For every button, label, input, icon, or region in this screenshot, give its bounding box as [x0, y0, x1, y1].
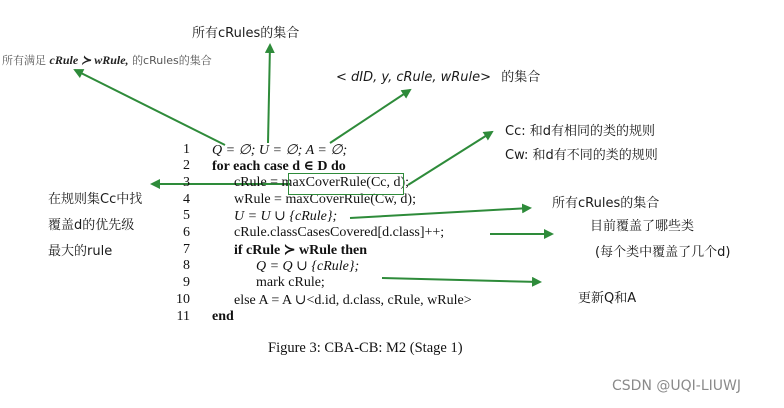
arrow-u-to-all-crules [268, 45, 270, 143]
line-number: 3 [183, 175, 190, 190]
code-line-4: wRule = maxCoverRule(Cw, d); [234, 192, 416, 207]
annotation-cw-definition: Cw: 和d有不同的类的规则 [505, 148, 658, 163]
annotation-satisfy [2, 52, 212, 68]
annotation-covered-classes-1: 目前覆盖了哪些类 [590, 219, 695, 234]
algorithm-block [168, 142, 528, 342]
arrow-a-to-tuple-set [330, 90, 410, 143]
code-line-7: if cRule ≻ wRule then [234, 243, 368, 258]
annotation-satisfy-prefix: 所有满足 [2, 54, 46, 67]
line-number: 9 [183, 275, 190, 290]
code-line-3: cRule = maxCoverRule(Cc, d); [234, 175, 410, 190]
annotation-find-rule-3: 最大的rule [48, 244, 113, 259]
code-line-5: U = U ∪ {cRule}; [234, 209, 338, 224]
annotation-satisfy-suffix: 的cRules的集合 [132, 54, 212, 67]
line-number: 2 [183, 158, 190, 173]
annotation-tuple-set-suffix: 的集合 [501, 70, 541, 85]
annotation-covered-classes-2: (每个类中覆盖了几个d) [595, 245, 731, 260]
annotation-find-rule-1: 在规则集Cc中找 [48, 192, 143, 207]
highlight-box-maxcoverrule [288, 173, 404, 195]
annotation-all-crules-top: 所有cRules的集合 [192, 26, 300, 41]
line-number: 4 [183, 192, 190, 207]
annotation-find-rule-2: 覆盖d的优先级 [48, 218, 135, 233]
watermark: CSDN @UQI-LIUWJ [612, 378, 741, 394]
code-line-11: end [212, 309, 234, 324]
annotation-tuple-set [336, 66, 540, 85]
line-number: 8 [183, 258, 190, 273]
figure-caption: Figure 3: CBA-CB: M2 (Stage 1) [268, 340, 463, 356]
line-number: 7 [183, 242, 190, 257]
code-line-10: else A = A ∪<d.id, d.class, cRule, wRule> [234, 293, 472, 308]
line-number: 10 [176, 292, 190, 307]
code-line-6: cRule.classCasesCovered[d.class]++; [234, 225, 445, 240]
line-number: 5 [183, 208, 190, 223]
code-line-1: Q = ∅; U = ∅; A = ∅; [212, 143, 348, 158]
annotation-update-qa: 更新Q和A [578, 291, 637, 306]
annotation-all-crules-right: 所有cRules的集合 [552, 196, 660, 211]
code-line-9: mark cRule; [256, 275, 325, 290]
code-line-8: Q = Q ∪ {cRule}; [256, 259, 360, 274]
line-number: 11 [176, 309, 190, 324]
line-number: 6 [183, 225, 190, 240]
annotation-cc-definition: Cc: 和d有相同的类的规则 [505, 124, 655, 139]
annotation-tuple-set-math: < dID, y, cRule, wRule> [336, 70, 492, 85]
line-number: 1 [183, 142, 190, 157]
code-line-2: for each case d ∈ D do [212, 159, 346, 174]
arrow-q-to-satisfy [75, 70, 225, 145]
annotation-satisfy-math: cRule ≻ wRule, [49, 53, 129, 67]
